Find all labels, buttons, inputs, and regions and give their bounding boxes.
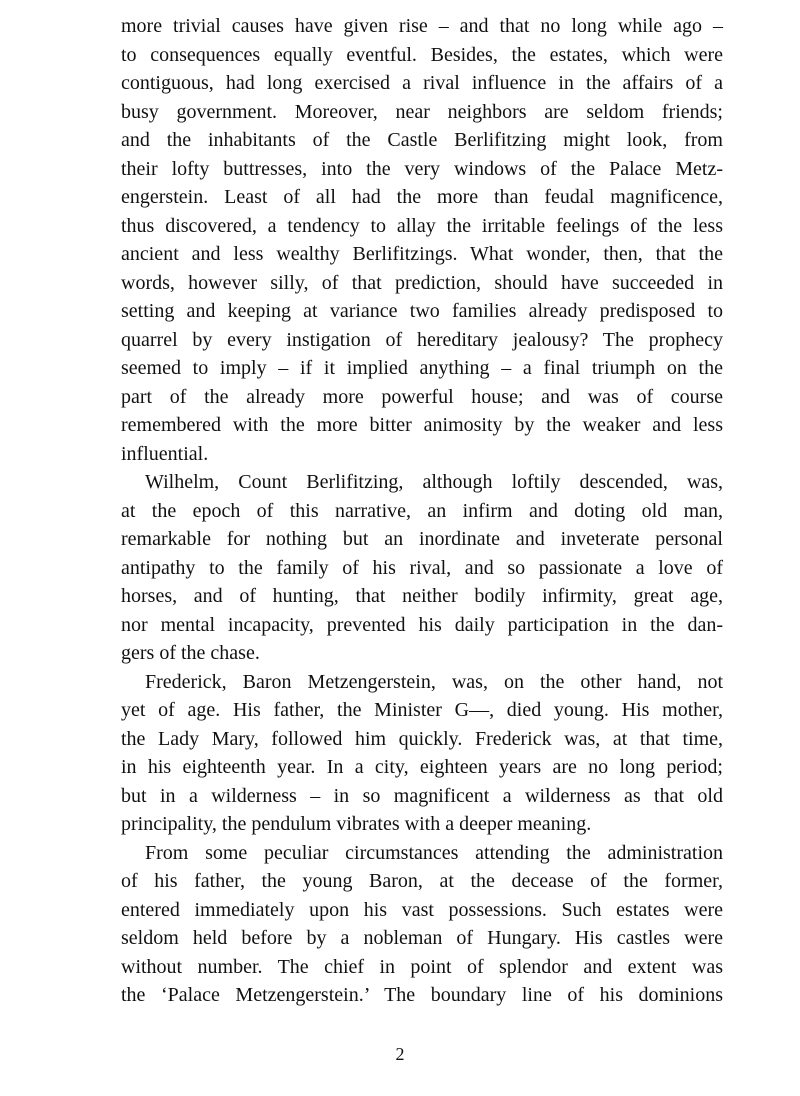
text-line: engerstein. Least of all had the more than feudal magnificence,	[121, 186, 723, 208]
text-line: and the inhabitants of the Castle Berlifitzing might look, from	[121, 129, 723, 151]
text-line: antipathy to the family of his rival, and so passionate a love of	[121, 556, 723, 579]
page-body	[121, 12, 723, 1010]
text-line: contiguous, had long exercised a rival influence in the affairs of a	[121, 72, 723, 94]
page-number: 2	[395, 1044, 405, 1064]
text-line: nor mental incapacity, prevented his daily participation in the dan-	[121, 613, 723, 636]
text-line: words, however silly, of that prediction, should have succeeded in	[121, 271, 723, 294]
text-line: quarrel by every instigation of hereditary jealousy? The prophecy	[121, 328, 723, 351]
text-line: Wilhelm, Count Berlifitzing, although loftily descended, was,	[145, 471, 723, 493]
text-line: influential.	[121, 442, 209, 465]
text-line: Frederick, Baron Metzengerstein, was, on the other hand, not	[145, 670, 723, 693]
text-line: remembered with the more bitter animosity by the weaker and less	[121, 414, 723, 436]
text-line: seemed to imply – if it implied anything – a final triumph on the	[121, 357, 723, 379]
text-line: entered immediately upon his vast possessions. Such estates were	[121, 898, 723, 921]
text-line: yet of age. His father, the Minister G—, died young. His mother,	[121, 699, 723, 721]
text-line: gers of the chase.	[121, 642, 260, 664]
text-line: the Lady Mary, followed him quickly. Frederick was, at that time,	[121, 727, 723, 750]
text-line: in his eighteenth year. In a city, eighteen years are no long period;	[121, 756, 723, 778]
text-line: at the epoch of this narrative, an infirm and doting old man,	[121, 499, 723, 522]
text-line: From some peculiar circumstances attending the administration	[145, 841, 723, 864]
text-line: busy government. Moreover, near neighbors are seldom friends;	[121, 100, 723, 123]
paragraph-2	[121, 468, 723, 668]
text-line: their lofty buttresses, into the very windows of the Palace Metz-	[121, 157, 723, 180]
text-line: but in a wilderness – in so magnificent a wilderness as that old	[121, 784, 723, 807]
text-line: thus discovered, a tendency to allay the irritable feelings of the less	[121, 214, 723, 237]
text-line: of his father, the young Baron, at the decease of the former,	[121, 870, 723, 892]
paragraph-1	[121, 12, 723, 468]
text-line: horses, and of hunting, that neither bodily infirmity, great age,	[121, 585, 723, 607]
text-line: ancient and less wealthy Berlifitzings. What wonder, then, that the	[121, 243, 723, 265]
paragraph-3	[121, 668, 723, 839]
text-line: principality, the pendulum vibrates with a deeper meaning.	[121, 813, 592, 835]
text-line: the ‘Palace Metzengerstein.’ The boundary line of his dominions	[121, 984, 723, 1006]
text-line: setting and keeping at variance two families already predisposed to	[121, 300, 723, 322]
text-line: more trivial causes have given rise – and that no long while ago –	[121, 15, 723, 37]
paragraph-4	[121, 839, 723, 1010]
text-line: seldom held before by a nobleman of Hungary. His castles were	[121, 927, 723, 949]
text-line: part of the already more powerful house; and was of course	[121, 385, 723, 408]
text-line: remarkable for nothing but an inordinate and inveterate personal	[121, 528, 723, 550]
text-line: without number. The chief in point of splendor and extent was	[121, 955, 723, 978]
text-line: to consequences equally eventful. Besides, the estates, which were	[121, 43, 723, 66]
